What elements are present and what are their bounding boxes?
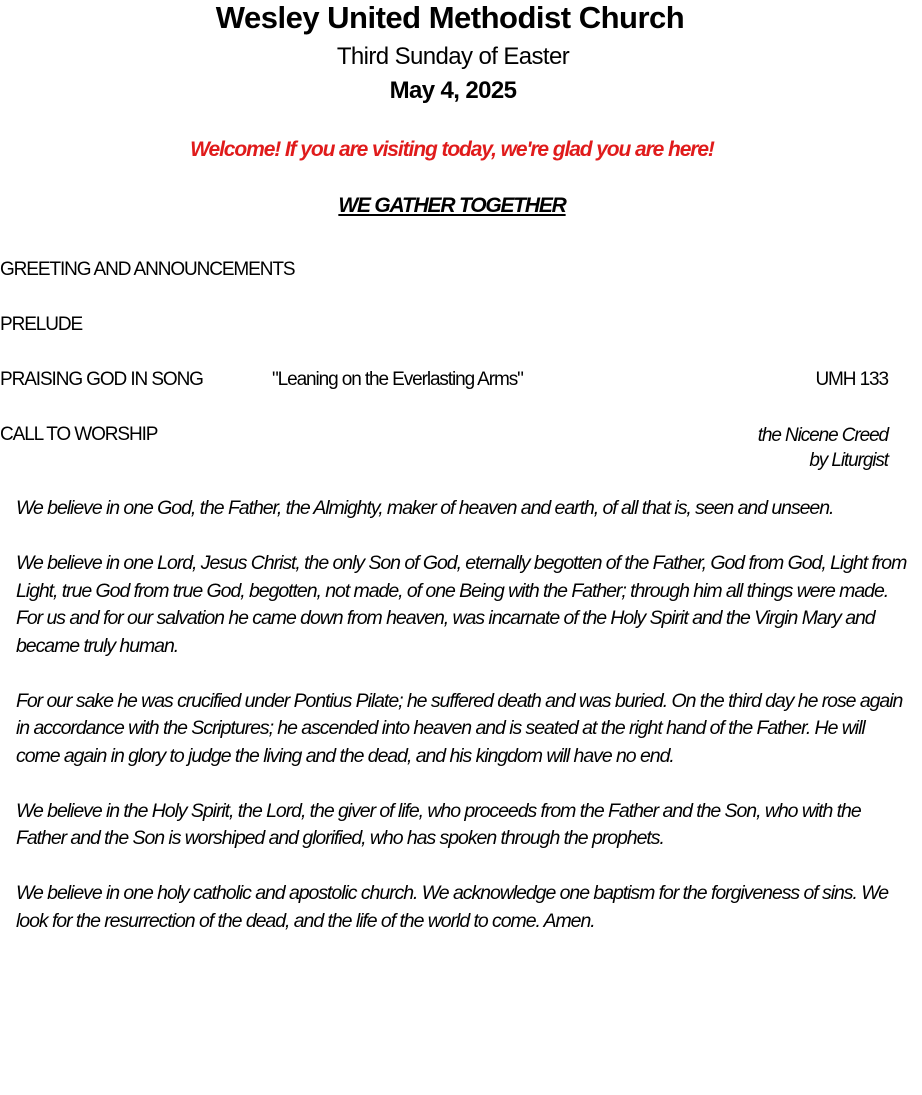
call-note-line2: by Liturgist	[809, 450, 888, 471]
service-occasion: Third Sunday of Easter	[336, 43, 570, 70]
welcome-message: Welcome! If you are visiting today, we're glad you are here!	[190, 138, 714, 161]
order-item-label: PRAISING GOD IN SONG	[0, 369, 203, 390]
call-note	[758, 423, 888, 473]
creed-paragraph: We believe in one God, the Father, the Almighty, maker of heaven and earth, of all that is, seen and unseen.	[16, 497, 834, 519]
creed-paragraph: We believe in one holy catholic and apostolic church. We acknowledge one baptism for the forgiveness of sins. We look for the resurrection of the dead, and the life of the world to come. Amen.	[16, 882, 889, 932]
church-name: Wesley United Methodist Church	[215, 0, 685, 35]
service-date: May 4, 2025	[389, 77, 517, 104]
order-item-label: PRELUDE	[0, 314, 83, 335]
creed-paragraph: We believe in one Lord, Jesus Christ, the only Son of God, eternally begotten of the Father, God from God, Light from Light, true God from true God, begotten, not made, of one Being with the Father; through him all things were made. For us and for our salvation he came down from heaven, was incarnate of the Holy Spirit and the Virgin Mary and became truly human.	[16, 552, 907, 657]
creed-paragraph: We believe in the Holy Spirit, the Lord, the giver of life, who proceeds from the Father and the Son, who with the Father and the Son is worshiped and glorified, who has spoken through the prophets.	[16, 799, 861, 849]
hymn-reference: UMH 133	[815, 369, 888, 390]
order-item-label: CALL TO WORSHIP	[0, 424, 158, 445]
creed-paragraph: For our sake he was crucified under Pontius Pilate; he suffered death and was buried. On the third day he rose again in accordance with the Scriptures; he ascended into heaven and is seated at the right hand of the Father. He will come again in glory to judge the living and the dead, and his kingdom will have no end.	[16, 689, 903, 767]
section-title: WE GATHER TOGETHER	[338, 194, 566, 217]
order-item-label: GREETING AND ANNOUNCEMENTS	[0, 259, 295, 280]
nicene-creed-text	[16, 495, 908, 963]
call-note-line1: the Nicene Creed	[757, 425, 888, 446]
hymn-title: "Leaning on the Everlasting Arms"	[272, 369, 523, 390]
